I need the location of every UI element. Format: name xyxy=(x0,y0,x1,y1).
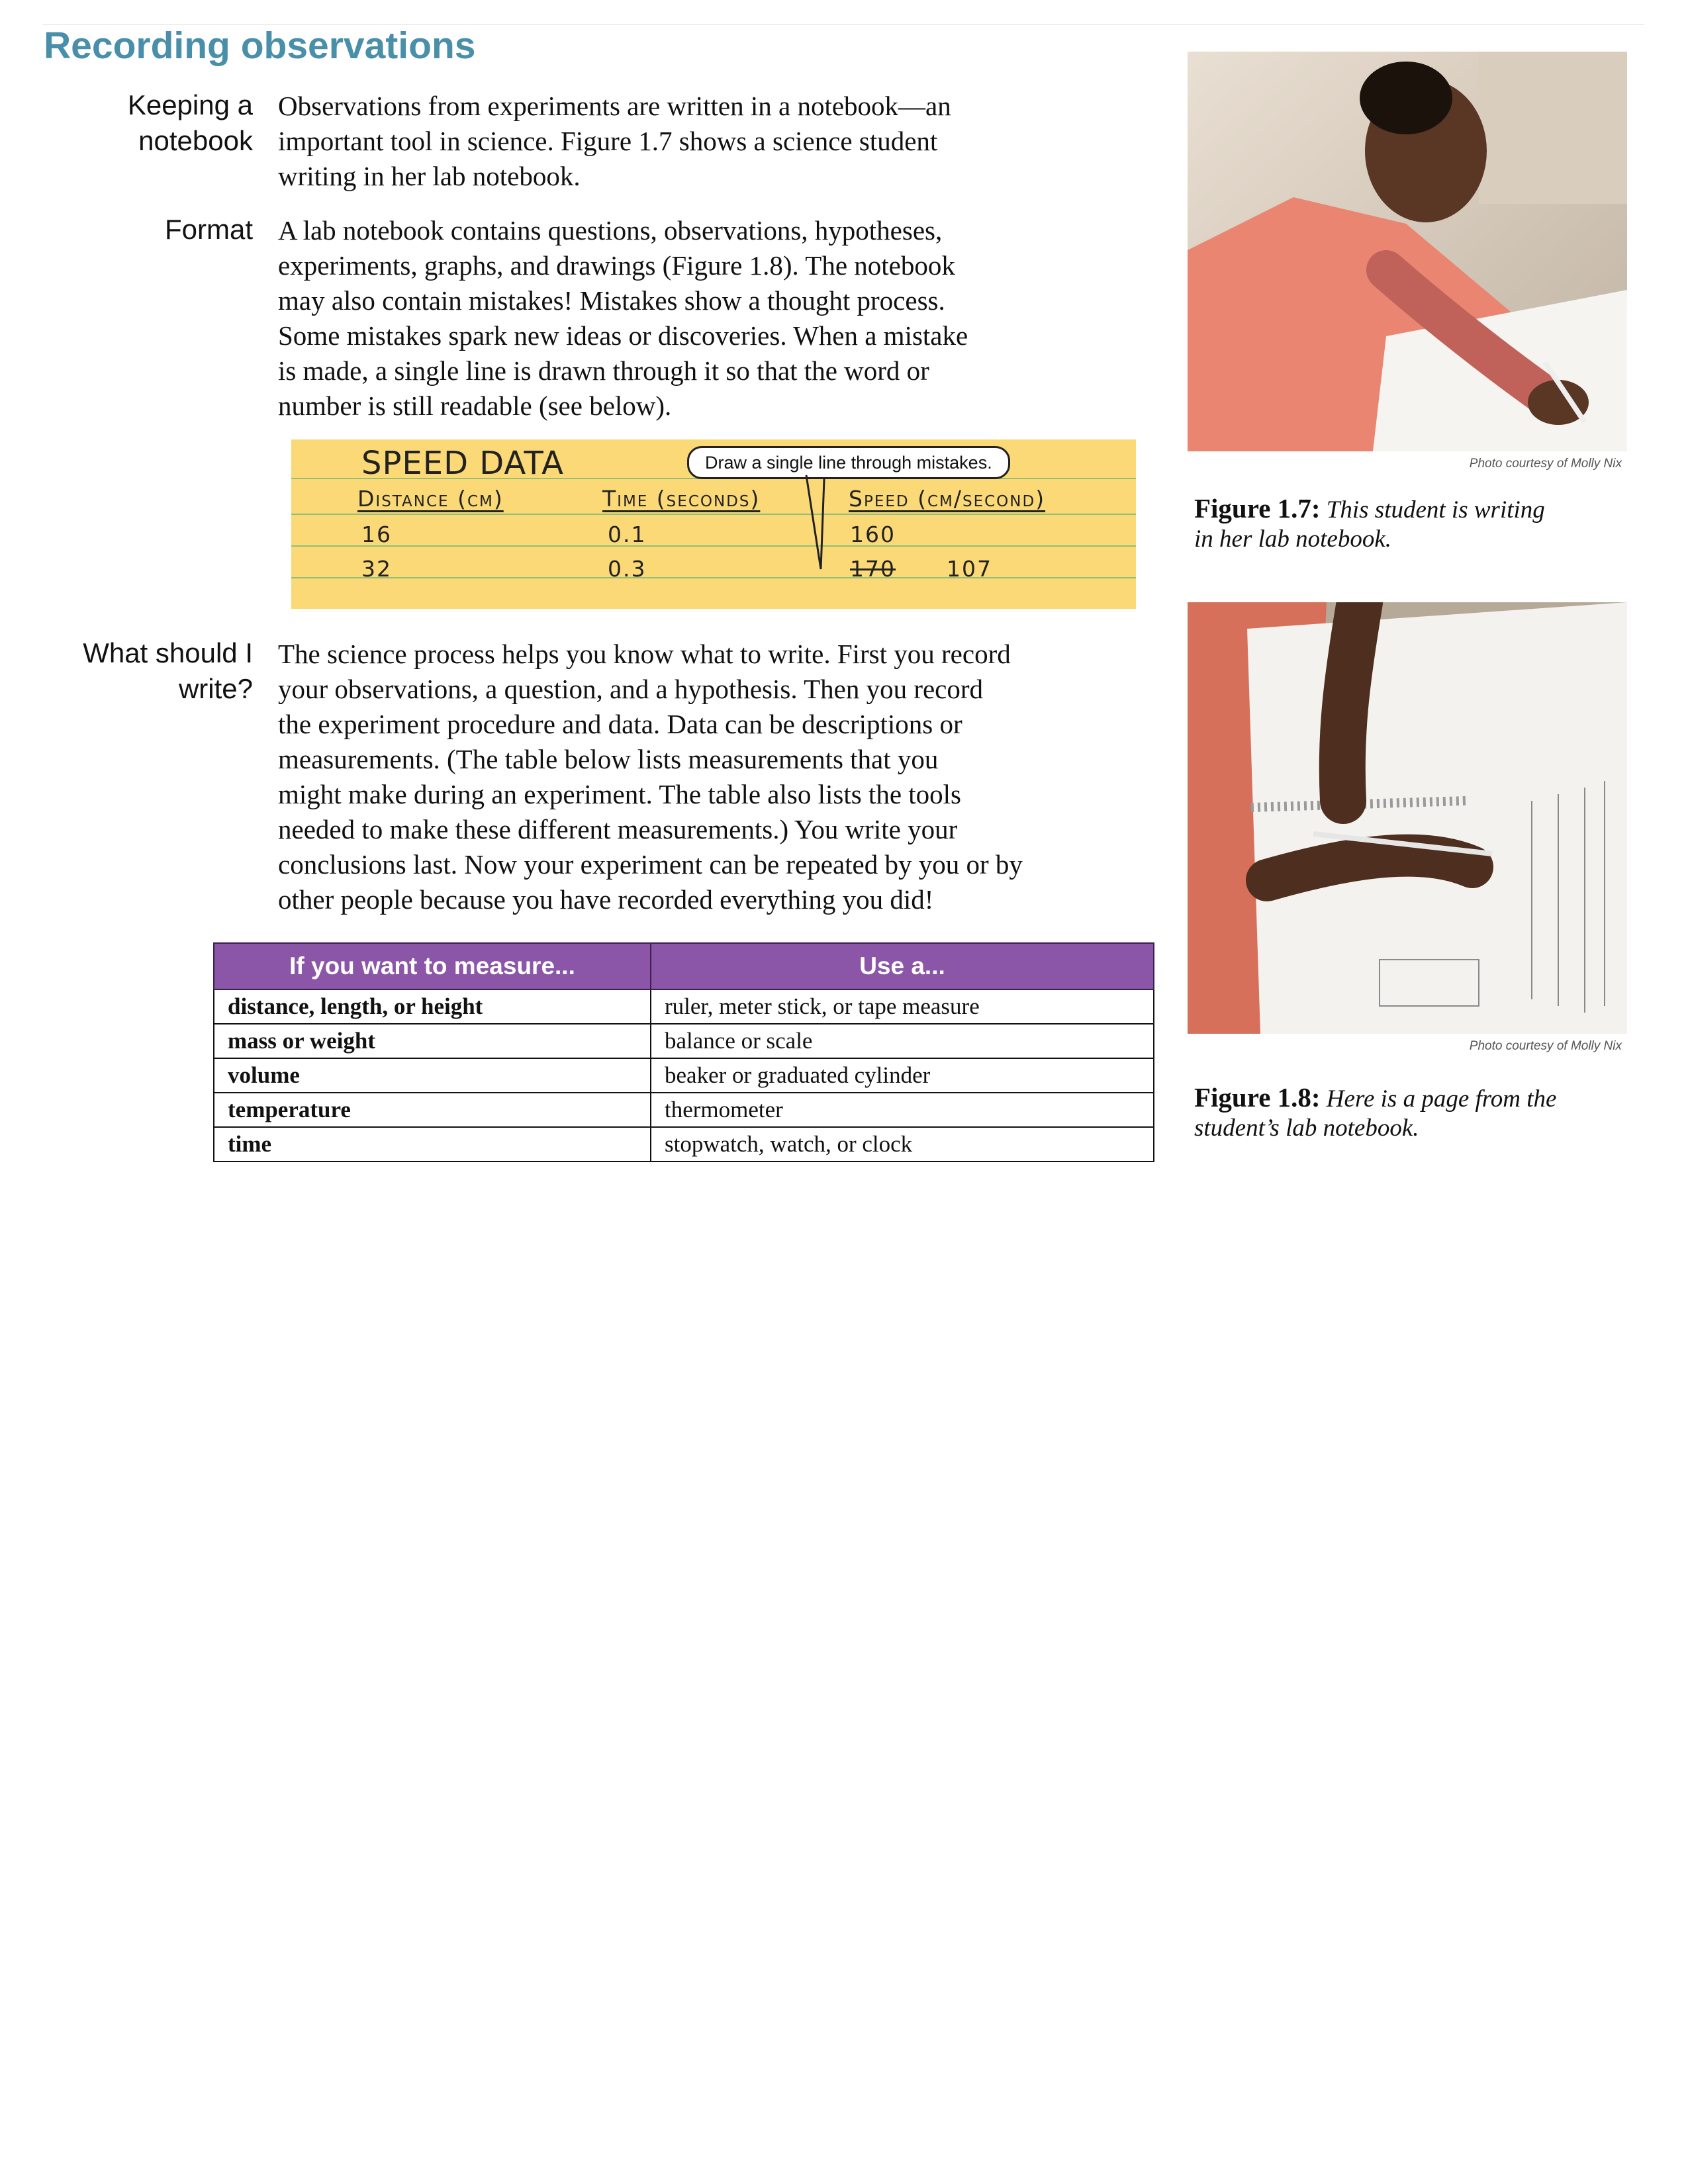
table-row xyxy=(214,1024,1154,1058)
measure-cell: mass or weight xyxy=(214,1024,651,1058)
header-time: Time (seconds) xyxy=(602,486,761,512)
header-speed: Speed (cm/second) xyxy=(849,486,1046,512)
header-distance: Distance (cm) xyxy=(357,486,504,512)
side-label-format xyxy=(15,212,253,248)
side-label-line: Format xyxy=(164,214,253,245)
student-writing-illustration xyxy=(1188,52,1627,451)
callout-pointer xyxy=(291,439,1136,609)
side-label-what-to-write xyxy=(15,635,253,707)
text-line: other people because you have recorded everything you did! xyxy=(278,884,934,915)
caption-line: in her lab notebook. xyxy=(1194,525,1392,553)
caption-line: This student is writing xyxy=(1326,496,1545,523)
cell-distance: 32 xyxy=(361,556,392,582)
measure-cell: distance, length, or height xyxy=(214,989,651,1024)
measure-cell: time xyxy=(214,1127,651,1161)
cell-time: 0.3 xyxy=(608,556,647,582)
figure-1-8-caption xyxy=(1194,1083,1631,1143)
caption-line: student’s lab notebook. xyxy=(1194,1115,1419,1142)
cell-speed: 160 xyxy=(850,522,896,547)
text-line: Observations from experiments are written in a notebook—an xyxy=(278,91,951,121)
table-row xyxy=(214,1127,1154,1161)
caption-line: Here is a page from the xyxy=(1326,1085,1557,1113)
text-line: may also contain mistakes! Mistakes show a thought process. xyxy=(278,285,945,316)
text-line: The science process helps you know what to write. First you record xyxy=(278,639,1011,669)
tool-cell: thermometer xyxy=(651,1093,1154,1127)
measure-cell: volume xyxy=(214,1058,651,1093)
side-label-line: write? xyxy=(178,673,253,704)
figure-number: Figure 1.7: xyxy=(1194,493,1321,523)
photo-credit: Photo courtesy of Molly Nix xyxy=(1469,457,1622,471)
cell-time: 0.1 xyxy=(608,522,647,547)
text-line: needed to make these different measurements.) You write your xyxy=(278,814,958,844)
text-line: important tool in science. Figure 1.7 shows a science student xyxy=(278,126,938,156)
paragraph-format xyxy=(278,213,1145,424)
tool-cell: beaker or graduated cylinder xyxy=(651,1058,1154,1093)
text-line: your observations, a question, and a hypothesis. Then you record xyxy=(278,674,984,704)
tool-cell: ruler, meter stick, or tape measure xyxy=(651,989,1154,1024)
text-line: A lab notebook contains questions, observations, hypotheses, xyxy=(278,215,943,246)
page-title: Recording observations xyxy=(44,24,476,67)
text-line: measurements. (The table below lists measurements that you xyxy=(278,744,939,774)
measure-cell: temperature xyxy=(214,1093,651,1127)
text-line: writing in her lab notebook. xyxy=(278,161,581,191)
mistake-callout: Draw a single line through mistakes. xyxy=(687,446,1010,479)
side-label-keeping-notebook xyxy=(15,87,253,159)
figure-1-8-photo xyxy=(1188,602,1627,1034)
text-line: Some mistakes spark new ideas or discoveries. When a mistake xyxy=(278,320,968,351)
text-line: the experiment procedure and data. Data can be descriptions or xyxy=(278,709,962,739)
notebook-page-illustration xyxy=(1188,602,1627,1034)
figure-1-7-photo xyxy=(1188,52,1627,451)
photo-credit: Photo courtesy of Molly Nix xyxy=(1469,1039,1622,1053)
table-row xyxy=(214,1058,1154,1093)
measurement-tools-table xyxy=(213,942,1154,1162)
column-header: If you want to measure... xyxy=(214,943,651,989)
speed-data-notepad xyxy=(291,439,1136,609)
figure-1-7-caption xyxy=(1194,494,1631,554)
text-line: is made, a single line is drawn through it so that the word or xyxy=(278,355,929,386)
paragraph-keeping-notebook xyxy=(278,89,1145,194)
side-label-line: Keeping a xyxy=(127,89,253,120)
tool-cell: stopwatch, watch, or clock xyxy=(651,1127,1154,1161)
table-row xyxy=(214,1093,1154,1127)
text-line: number is still readable (see below). xyxy=(278,390,672,421)
text-line: conclusions last. Now your experiment can be repeated by you or by xyxy=(278,849,1023,880)
cell-distance: 16 xyxy=(361,522,392,547)
paragraph-what-to-write xyxy=(278,637,1178,917)
table-row xyxy=(214,989,1154,1024)
crossed-out-speed: 170 xyxy=(850,556,896,582)
column-header: Use a... xyxy=(651,943,1154,989)
notepad-title: SPEED DATA xyxy=(361,445,564,482)
table-header-row xyxy=(214,943,1154,989)
tool-cell: balance or scale xyxy=(651,1024,1154,1058)
side-label-line: notebook xyxy=(138,125,253,156)
text-line: might make during an experiment. The table also lists the tools xyxy=(278,779,962,809)
side-label-line: What should I xyxy=(83,637,253,668)
figure-number: Figure 1.8: xyxy=(1194,1082,1321,1113)
corrected-speed: 107 xyxy=(947,556,992,582)
text-line: experiments, graphs, and drawings (Figure 1.8). The notebook xyxy=(278,250,955,281)
